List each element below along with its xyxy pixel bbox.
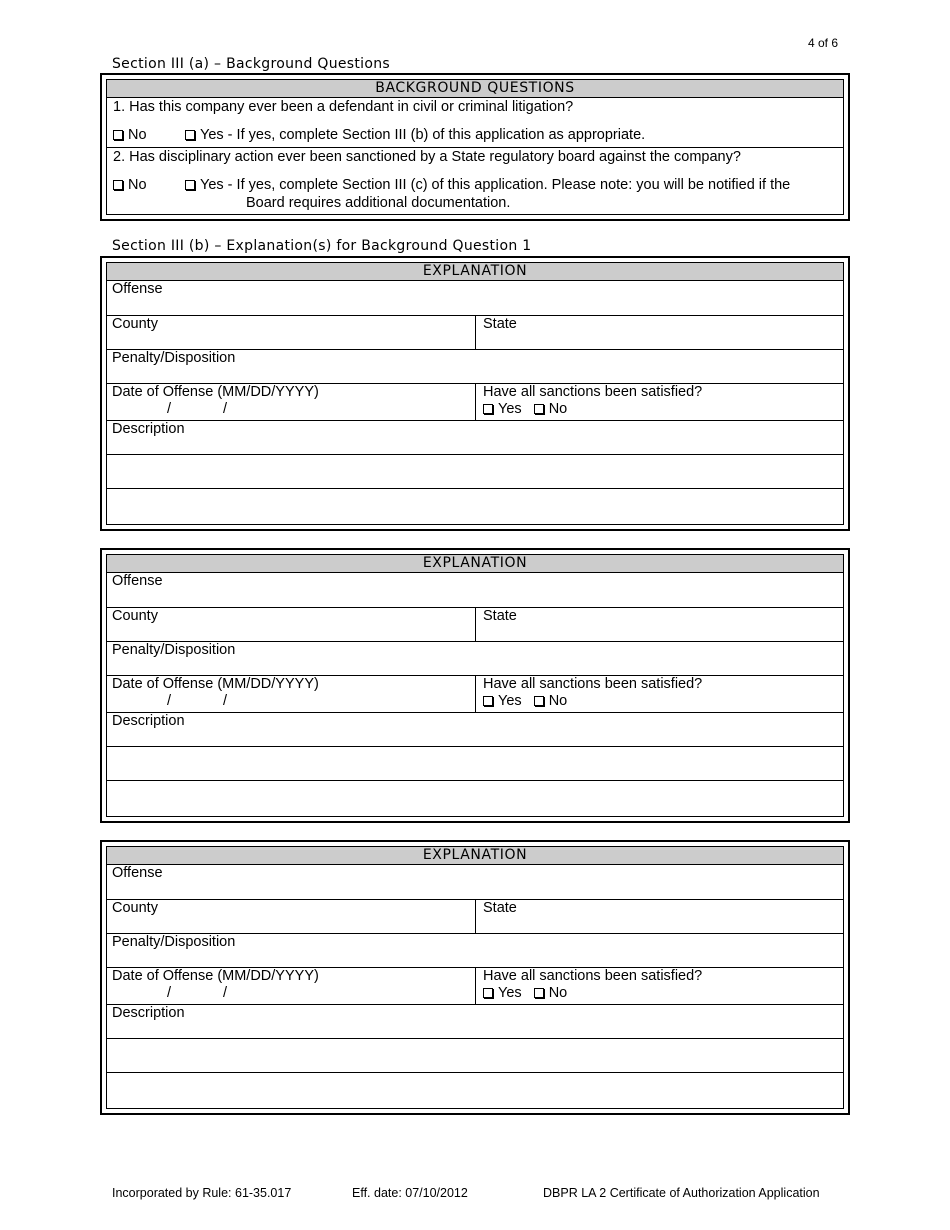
- date-of-offense-label: Date of Offense (MM/DD/YYYY): [112, 676, 319, 692]
- sanctions-yes-option[interactable]: Yes: [483, 985, 522, 1001]
- penalty-field[interactable]: [107, 350, 843, 384]
- question-1-text: 1. Has this company ever been a defendant in civil or criminal litigation?: [113, 99, 574, 115]
- section-b-title: Section III (b) – Explanation(s) for Background Question 1: [112, 238, 532, 254]
- sanctions-satisfied-field: [476, 968, 843, 1004]
- sanctions-yes-option[interactable]: Yes: [483, 401, 522, 417]
- description-field[interactable]: [107, 421, 843, 455]
- page-number: 4 of 6: [808, 36, 839, 50]
- checkbox-icon[interactable]: [113, 180, 123, 190]
- date-of-offense-field[interactable]: Date of Offense (MM/DD/YYYY) / /: [107, 676, 476, 712]
- description-line[interactable]: [107, 1073, 843, 1108]
- description-line[interactable]: [107, 1039, 843, 1073]
- explanation-block: [100, 840, 850, 1115]
- checkbox-icon[interactable]: [534, 404, 544, 414]
- state-label: State: [483, 900, 517, 916]
- explanation-block: [100, 256, 850, 531]
- county-field[interactable]: [107, 316, 476, 349]
- description-label: Description: [112, 713, 185, 729]
- checkbox-icon[interactable]: [534, 988, 544, 998]
- state-field[interactable]: [476, 608, 843, 641]
- explanation-block: [100, 548, 850, 823]
- description-line[interactable]: [107, 455, 843, 489]
- penalty-field[interactable]: [107, 642, 843, 676]
- penalty-field[interactable]: [107, 934, 843, 968]
- sanctions-no-option[interactable]: No: [534, 401, 568, 417]
- section-a-title: Section III (a) – Background Questions: [112, 56, 390, 72]
- description-label: Description: [112, 421, 185, 437]
- footer-eff-date: Eff. date: 07/10/2012: [352, 1186, 468, 1200]
- offense-field[interactable]: [107, 281, 843, 316]
- sanctions-label: Have all sanctions been satisfied?: [483, 968, 703, 984]
- checkbox-icon[interactable]: [185, 180, 195, 190]
- description-field[interactable]: [107, 713, 843, 747]
- sanctions-satisfied-field: [476, 384, 843, 420]
- county-label: County: [112, 316, 158, 332]
- sanctions-label: Have all sanctions been satisfied?: [483, 384, 703, 400]
- offense-label: Offense: [112, 865, 163, 881]
- footer-form-name: DBPR LA 2 Certificate of Authorization Application: [543, 1186, 820, 1200]
- checkbox-icon[interactable]: [185, 130, 195, 140]
- penalty-label: Penalty/Disposition: [112, 934, 236, 950]
- description-line[interactable]: [107, 489, 843, 524]
- sanctions-no-option[interactable]: No: [534, 985, 568, 1001]
- checkbox-icon[interactable]: [483, 988, 493, 998]
- checkbox-icon[interactable]: [483, 404, 493, 414]
- description-line[interactable]: [107, 747, 843, 781]
- penalty-label: Penalty/Disposition: [112, 350, 236, 366]
- explanation-header: EXPLANATION: [107, 263, 843, 281]
- sanctions-no-option[interactable]: No: [534, 693, 568, 709]
- question-2-no-option[interactable]: No: [113, 176, 185, 212]
- question-2: [107, 148, 843, 214]
- date-of-offense-field[interactable]: Date of Offense (MM/DD/YYYY) / /: [107, 384, 476, 420]
- description-field[interactable]: [107, 1005, 843, 1039]
- description-line[interactable]: [107, 781, 843, 816]
- question-2-text: 2. Has disciplinary action ever been sanctioned by a State regulatory board against the company?: [113, 149, 741, 165]
- question-1-no-option[interactable]: No: [113, 126, 185, 144]
- state-field[interactable]: [476, 900, 843, 933]
- explanation-header: EXPLANATION: [107, 847, 843, 865]
- sanctions-satisfied-field: [476, 676, 843, 712]
- county-field[interactable]: [107, 900, 476, 933]
- county-label: County: [112, 900, 158, 916]
- question-1-yes-option[interactable]: Yes - If yes, complete Section III (b) of this application as appropriate.: [185, 126, 837, 144]
- state-field[interactable]: [476, 316, 843, 349]
- explanation-header: EXPLANATION: [107, 555, 843, 573]
- offense-field[interactable]: [107, 573, 843, 608]
- background-questions-header: BACKGROUND QUESTIONS: [107, 80, 843, 98]
- checkbox-icon[interactable]: [534, 696, 544, 706]
- offense-label: Offense: [112, 573, 163, 589]
- question-1: [107, 98, 843, 148]
- sanctions-label: Have all sanctions been satisfied?: [483, 676, 703, 692]
- state-label: State: [483, 608, 517, 624]
- county-field[interactable]: [107, 608, 476, 641]
- footer-rule: Incorporated by Rule: 61-35.017: [112, 1186, 292, 1200]
- penalty-label: Penalty/Disposition: [112, 642, 236, 658]
- background-questions-box: [100, 73, 850, 221]
- sanctions-yes-option[interactable]: Yes: [483, 693, 522, 709]
- date-of-offense-label: Date of Offense (MM/DD/YYYY): [112, 968, 319, 984]
- date-of-offense-field[interactable]: Date of Offense (MM/DD/YYYY) / /: [107, 968, 476, 1004]
- date-of-offense-label: Date of Offense (MM/DD/YYYY): [112, 384, 319, 400]
- checkbox-icon[interactable]: [483, 696, 493, 706]
- question-2-yes-option[interactable]: Yes - If yes, complete Section III (c) of this application. Please note: you will be notified if the Board requires additional documentation.: [185, 176, 837, 212]
- offense-label: Offense: [112, 281, 163, 297]
- offense-field[interactable]: [107, 865, 843, 900]
- checkbox-icon[interactable]: [113, 130, 123, 140]
- state-label: State: [483, 316, 517, 332]
- county-label: County: [112, 608, 158, 624]
- description-label: Description: [112, 1005, 185, 1021]
